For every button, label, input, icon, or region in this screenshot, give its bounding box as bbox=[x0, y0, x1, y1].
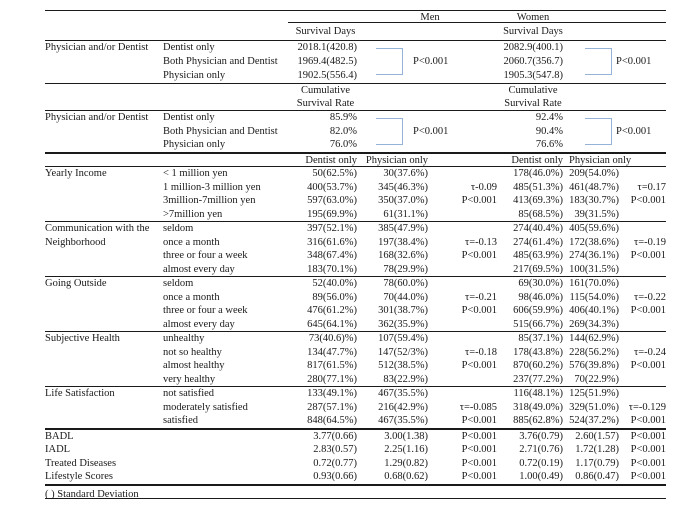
p-value: P<0.001 bbox=[461, 471, 497, 482]
value-cell: 30(37.6%) bbox=[383, 168, 428, 179]
value-cell: 1905.3(547.8) bbox=[503, 70, 563, 81]
p-value: P<0.001 bbox=[413, 56, 449, 67]
value-cell: 1902.5(556.4) bbox=[297, 70, 357, 81]
row-label: Both Physician and Dentist bbox=[163, 125, 278, 137]
p-value: P<0.001 bbox=[630, 195, 666, 206]
row-label: moderately satisfied bbox=[163, 401, 248, 413]
value-cell: 350(37.0%) bbox=[378, 195, 428, 206]
value-cell: 485(63.9%) bbox=[513, 250, 563, 261]
value-cell: 133(49.1%) bbox=[307, 388, 357, 399]
value-cell: 92.4% bbox=[535, 112, 563, 123]
value-cell: 197(38.4%) bbox=[378, 236, 428, 248]
row-label: < 1 million yen bbox=[163, 168, 228, 179]
value-cell: 476(61.2%) bbox=[307, 305, 357, 316]
row-label: seldom bbox=[163, 278, 194, 289]
row-label: Dentist only bbox=[163, 42, 215, 53]
value-cell: 3.00(1.38) bbox=[384, 430, 428, 442]
value-cell: 85(37.1%) bbox=[518, 333, 563, 344]
value-cell: 316(61.6%) bbox=[307, 236, 357, 248]
value-cell: 2.83(0.57) bbox=[313, 444, 357, 455]
p-value: P<0.001 bbox=[630, 471, 666, 482]
value-cell: 107(59.4%) bbox=[378, 333, 428, 344]
row-label: Physician only bbox=[163, 70, 226, 81]
tau-value: τ-0.09 bbox=[470, 181, 497, 193]
value-cell: 61(31.1%) bbox=[383, 208, 428, 220]
value-cell: 362(35.9%) bbox=[378, 318, 428, 330]
value-cell: 2018.1(420.8) bbox=[297, 42, 357, 53]
bracket-icon bbox=[585, 48, 612, 75]
section-subjective-health bbox=[45, 332, 666, 387]
value-cell: 329(51.0%) bbox=[569, 401, 619, 413]
value-cell: 178(46.0%) bbox=[513, 168, 563, 179]
section-summary-scores bbox=[45, 430, 666, 486]
p-value: P<0.001 bbox=[461, 444, 497, 455]
women-column-header: Women bbox=[516, 12, 550, 23]
row-label: Both Physician and Dentist bbox=[163, 56, 278, 67]
p-value: P<0.001 bbox=[461, 457, 497, 469]
row-label: satisfied bbox=[163, 415, 198, 426]
value-cell: 3.77(0.66) bbox=[313, 430, 357, 442]
value-cell: 73(40.6)%) bbox=[308, 333, 357, 344]
standard-deviation-footnote: ( ) Standard Deviation bbox=[45, 486, 666, 499]
value-cell: 1.17(0.79) bbox=[575, 457, 619, 469]
value-cell: 89(56.0%) bbox=[312, 291, 357, 303]
tau-value: τ=-0.13 bbox=[464, 236, 497, 248]
row-label: once a month bbox=[163, 236, 220, 248]
p-value: P<0.001 bbox=[630, 250, 666, 261]
value-cell: 115(54.0%) bbox=[569, 291, 619, 303]
value-cell: 461(48.7%) bbox=[569, 181, 619, 193]
section-survival-days bbox=[45, 41, 666, 84]
value-cell: 1.00(0.49) bbox=[519, 471, 563, 482]
value-cell: 1.29(0.82) bbox=[384, 457, 428, 469]
p-value: P<0.001 bbox=[630, 430, 666, 442]
tau-value: τ=0.17 bbox=[637, 181, 666, 193]
value-cell: 98(46.0%) bbox=[518, 291, 563, 303]
value-cell: 183(70.1%) bbox=[307, 263, 357, 275]
value-cell: 2060.7(356.7) bbox=[503, 56, 563, 67]
row-label: Lifestyle Scores bbox=[45, 471, 113, 482]
women-physician-only-header: Physician only bbox=[569, 154, 632, 166]
p-value: P<0.001 bbox=[630, 305, 666, 316]
value-cell: 39(31.5%) bbox=[574, 208, 619, 220]
value-cell: 90.4% bbox=[535, 125, 563, 137]
value-cell: 467(35.5%) bbox=[378, 415, 428, 426]
value-cell: 147(52/3%) bbox=[377, 346, 428, 358]
value-cell: 413(69.3%) bbox=[513, 195, 563, 206]
value-cell: 2.71(0.76) bbox=[519, 444, 563, 455]
value-cell: 269(34.3%) bbox=[569, 318, 619, 330]
value-cell: 116(48.1%) bbox=[513, 388, 563, 399]
bracket-icon bbox=[376, 118, 403, 145]
row-label: not satisfied bbox=[163, 388, 215, 399]
value-cell: 161(70.0%) bbox=[569, 278, 619, 289]
value-cell: 76.6% bbox=[535, 139, 563, 150]
cumulative-header-row bbox=[45, 84, 666, 111]
value-cell: 576(39.8%) bbox=[569, 360, 619, 371]
value-cell: 0.72(0.77) bbox=[313, 457, 357, 469]
value-cell: 817(61.5%) bbox=[307, 360, 357, 371]
cumulative-men-header-line1: Cumulative bbox=[301, 85, 350, 96]
section-yearly-income bbox=[45, 167, 666, 222]
p-value: P<0.001 bbox=[630, 444, 666, 455]
section-label: Physician and/or Dentist bbox=[45, 112, 149, 123]
p-value: P<0.001 bbox=[616, 56, 652, 67]
row-label: almost healthy bbox=[163, 360, 225, 371]
statistics-table bbox=[45, 10, 666, 499]
row-label: 3million-7million yen bbox=[163, 195, 256, 206]
value-cell: 134(47.7%) bbox=[307, 346, 357, 358]
p-value: P<0.001 bbox=[616, 126, 652, 137]
value-cell: 195(69.9%) bbox=[307, 208, 357, 220]
row-label: unhealthy bbox=[163, 333, 205, 344]
value-cell: 597(63.0%) bbox=[307, 195, 357, 206]
section-label: Life Satisfaction bbox=[45, 388, 115, 399]
value-cell: 78(29.9%) bbox=[383, 263, 428, 275]
row-label: IADL bbox=[45, 444, 71, 455]
row-label: Dentist only bbox=[163, 112, 215, 123]
men-dentist-only-header: Dentist only bbox=[305, 154, 357, 166]
bracket-icon bbox=[376, 48, 403, 75]
value-cell: 0.72(0.19) bbox=[519, 457, 563, 469]
value-cell: 70(44.0%) bbox=[383, 291, 428, 303]
tau-value: τ=-0.085 bbox=[459, 401, 497, 413]
value-cell: 0.68(0.62) bbox=[384, 471, 428, 482]
section-going-outside bbox=[45, 277, 666, 332]
value-cell: 183(30.7%) bbox=[569, 195, 619, 206]
value-cell: 345(46.3%) bbox=[378, 181, 428, 193]
row-label: 1 million-3 million yen bbox=[163, 181, 261, 193]
value-cell: 274(40.4%) bbox=[513, 223, 563, 234]
value-cell: 50(62.5%) bbox=[312, 168, 357, 179]
value-cell: 301(38.7%) bbox=[378, 305, 428, 316]
section-label: Physician and/or Dentist bbox=[45, 42, 149, 54]
value-cell: 1.72(1.28) bbox=[575, 444, 619, 455]
value-cell: 385(47.9%) bbox=[378, 223, 428, 234]
value-cell: 82.0% bbox=[329, 125, 357, 137]
gender-underline-rule bbox=[288, 22, 666, 23]
value-cell: 274(61.4%) bbox=[513, 236, 563, 248]
value-cell: 870(60.2%) bbox=[513, 360, 563, 371]
value-cell: 406(40.1%) bbox=[569, 305, 619, 316]
tau-value: τ=-0.19 bbox=[633, 236, 666, 248]
value-cell: 209(54.0%) bbox=[569, 168, 619, 179]
p-value: P<0.001 bbox=[413, 126, 449, 137]
p-value: P<0.001 bbox=[461, 195, 497, 206]
cumulative-women-header-line2: Survival Rate bbox=[504, 98, 562, 109]
value-cell: 467(35.5%) bbox=[378, 388, 428, 399]
row-label: BADL bbox=[45, 430, 74, 442]
women-dentist-only-header: Dentist only bbox=[511, 154, 563, 166]
value-cell: 280(77.1%) bbox=[307, 373, 357, 385]
value-cell: 69(30.0%) bbox=[518, 278, 563, 289]
value-cell: 606(59.9%) bbox=[513, 305, 563, 316]
value-cell: 76.0% bbox=[329, 139, 357, 150]
value-cell: 2082.9(400.1) bbox=[503, 42, 563, 53]
p-value: P<0.001 bbox=[461, 430, 497, 442]
value-cell: 178(43.8%) bbox=[513, 346, 563, 358]
men-physician-only-header: Physician only bbox=[365, 154, 428, 166]
value-cell: 400(53.7%) bbox=[307, 181, 357, 193]
section-label: Yearly Income bbox=[45, 168, 107, 179]
p-value: P<0.001 bbox=[461, 415, 497, 426]
value-cell: 172(38.6%) bbox=[569, 236, 619, 248]
row-label: Treated Diseases bbox=[45, 457, 117, 469]
value-cell: 0.93(0.66) bbox=[313, 471, 357, 482]
value-cell: 85(68.5%) bbox=[518, 208, 563, 220]
section-label: Communication with the Neighborhood bbox=[45, 223, 150, 248]
value-cell: 318(49.0%) bbox=[513, 401, 563, 413]
value-cell: 83(22.9%) bbox=[383, 373, 428, 385]
p-value: P<0.001 bbox=[461, 305, 497, 316]
gender-header-row bbox=[45, 10, 666, 23]
value-cell: 2.25(1.16) bbox=[384, 444, 428, 455]
p-value: P<0.001 bbox=[630, 415, 666, 426]
value-cell: 100(31.5%) bbox=[569, 263, 619, 275]
tau-value: τ=-0.22 bbox=[633, 291, 666, 303]
section-cumulative-survival-rate bbox=[45, 111, 666, 154]
cumulative-women-header-line1: Cumulative bbox=[508, 85, 558, 96]
value-cell: 2.60(1.57) bbox=[575, 430, 619, 442]
value-cell: 848(64.5%) bbox=[307, 415, 357, 426]
value-cell: 397(52.1%) bbox=[307, 223, 357, 234]
cumulative-men-header-line2: Survival Rate bbox=[296, 98, 355, 109]
value-cell: 645(64.1%) bbox=[307, 318, 357, 330]
value-cell: 524(37.2%) bbox=[569, 415, 619, 426]
section-communication bbox=[45, 222, 666, 277]
value-cell: 512(38.5%) bbox=[378, 360, 428, 371]
tau-value: τ=-0.18 bbox=[464, 346, 497, 358]
tau-value: τ=-0.129 bbox=[628, 401, 666, 413]
value-cell: 3.76(0.79) bbox=[519, 430, 563, 442]
value-cell: 228(56.2%) bbox=[569, 346, 619, 358]
row-label: very healthy bbox=[163, 373, 216, 385]
section-label: Subjective Health bbox=[45, 333, 120, 344]
value-cell: 125(51.9%) bbox=[569, 388, 619, 399]
value-cell: 405(59.6%) bbox=[569, 223, 619, 234]
value-cell: 0.86(0.47) bbox=[575, 471, 619, 482]
bracket-icon bbox=[585, 118, 612, 145]
p-value: P<0.001 bbox=[461, 250, 497, 261]
row-label: >7million yen bbox=[163, 208, 223, 220]
row-label: three or four a week bbox=[163, 305, 248, 316]
section-label: Going Outside bbox=[45, 278, 107, 289]
value-cell: 52(40.0%) bbox=[312, 278, 357, 289]
value-cell: 216(42.9%) bbox=[378, 401, 428, 413]
survival-days-women-header: Survival Days bbox=[503, 26, 563, 37]
value-cell: 78(60.0%) bbox=[383, 278, 428, 289]
value-cell: 85.9% bbox=[329, 112, 357, 123]
men-column-header: Men bbox=[420, 12, 440, 23]
survival-days-header-row bbox=[45, 23, 666, 41]
row-label: seldom bbox=[163, 223, 194, 234]
value-cell: 485(51.3%) bbox=[513, 181, 563, 193]
value-cell: 885(62.8%) bbox=[513, 415, 563, 426]
value-cell: 274(36.1%) bbox=[569, 250, 619, 261]
value-cell: 1969.4(482.5) bbox=[297, 56, 357, 67]
row-label: once a month bbox=[163, 291, 220, 303]
section-life-satisfaction bbox=[45, 387, 666, 430]
row-label: Physician only bbox=[163, 139, 226, 150]
tau-value: τ=-0.21 bbox=[464, 291, 497, 303]
value-cell: 237(77.2%) bbox=[513, 373, 563, 385]
provider-subheader-row bbox=[45, 154, 666, 168]
row-label: three or four a week bbox=[163, 250, 248, 261]
value-cell: 168(32.6%) bbox=[378, 250, 428, 261]
value-cell: 217(69.5%) bbox=[513, 263, 563, 275]
row-label: almost every day bbox=[163, 318, 235, 330]
value-cell: 287(57.1%) bbox=[307, 401, 357, 413]
value-cell: 144(62.9%) bbox=[569, 333, 619, 344]
value-cell: 348(67.4%) bbox=[307, 250, 357, 261]
survival-days-men-header: Survival Days bbox=[295, 26, 356, 37]
row-label: not so healthy bbox=[163, 346, 222, 358]
p-value: P<0.001 bbox=[630, 360, 666, 371]
tau-value: τ=-0.24 bbox=[633, 346, 666, 358]
row-label: almost every day bbox=[163, 263, 235, 275]
p-value: P<0.001 bbox=[461, 360, 497, 371]
value-cell: 515(66.7%) bbox=[513, 318, 563, 330]
value-cell: 70(22.9%) bbox=[574, 373, 619, 385]
p-value: P<0.001 bbox=[630, 457, 666, 469]
